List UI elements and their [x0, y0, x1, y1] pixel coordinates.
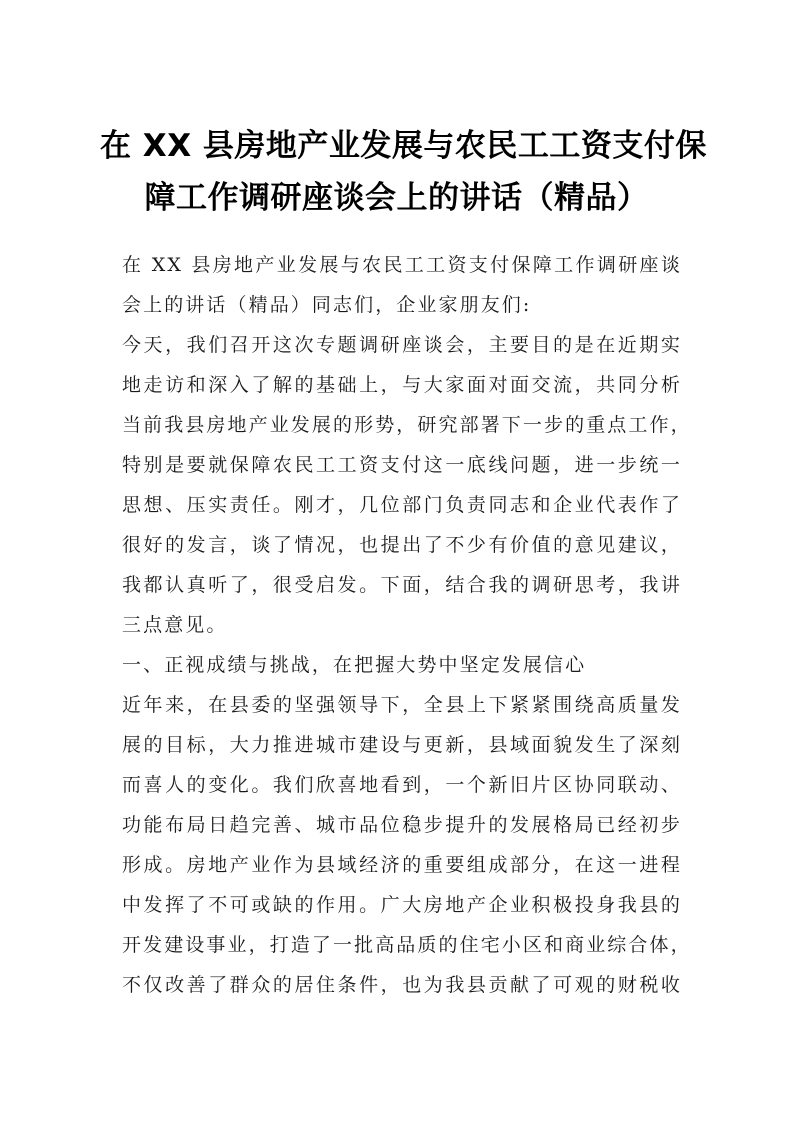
body-line: 三点意见。 — [122, 614, 228, 636]
body-line: 我都认真听了，很受启发。下面，结合我的调研思考，我讲 — [122, 574, 682, 596]
body-line: 特别是要就保障农民工工资支付这一底线问题，进一步统一 — [122, 454, 682, 476]
body-line: 在 XX 县房地产业发展与农民工工资支付保障工作调研座谈 — [122, 254, 682, 276]
document-title — [100, 120, 707, 224]
body-line: 会上的讲话（精品）同志们，企业家朋友们: — [122, 294, 532, 316]
body-line: 近年来，在县委的坚强领导下，全县上下紧紧围绕高质量发 — [122, 694, 682, 716]
body-line: 展的目标，大力推进城市建设与更新，县域面貌发生了深刻 — [122, 734, 682, 756]
body-line: 思想、压实责任。刚才，几位部门负责同志和企业代表作了 — [122, 494, 682, 516]
body-line: 很好的发言，谈了情况，也提出了不少有价值的意见建议， — [122, 534, 682, 556]
title-line: 在 XX 县房地产业发展与农民工工资支付保 — [100, 128, 707, 164]
body-line: 地走访和深入了解的基础上，与大家面对面交流，共同分析 — [122, 374, 682, 396]
title-line: 障工作调研座谈会上的讲话（精品） — [144, 180, 649, 216]
body-line: 今天，我们召开这次专题调研座谈会，主要目的是在近期实 — [122, 334, 682, 356]
body-line: 中发挥了不可或缺的作用。广大房地产企业积极投身我县的 — [122, 894, 682, 916]
body-line: 当前我县房地产业发展的形势，研究部署下一步的重点工作， — [122, 414, 692, 436]
body-line: 形成。房地产业作为县域经济的重要组成部分，在这一进程 — [122, 854, 682, 876]
body-line: 功能布局日趋完善、城市品位稳步提升的发展格局已经初步 — [122, 814, 682, 836]
body-line: 不仅改善了群众的居住条件，也为我县贡献了可观的财税收 — [122, 974, 682, 996]
section-heading: 一、正视成绩与挑战，在把握大势中坚定发展信心 — [122, 654, 587, 676]
document-body — [122, 245, 692, 1005]
body-line: 而喜人的变化。我们欣喜地看到，一个新旧片区协同联动、 — [122, 774, 682, 796]
body-line: 开发建设事业，打造了一批高品质的住宅小区和商业综合体， — [122, 934, 692, 956]
